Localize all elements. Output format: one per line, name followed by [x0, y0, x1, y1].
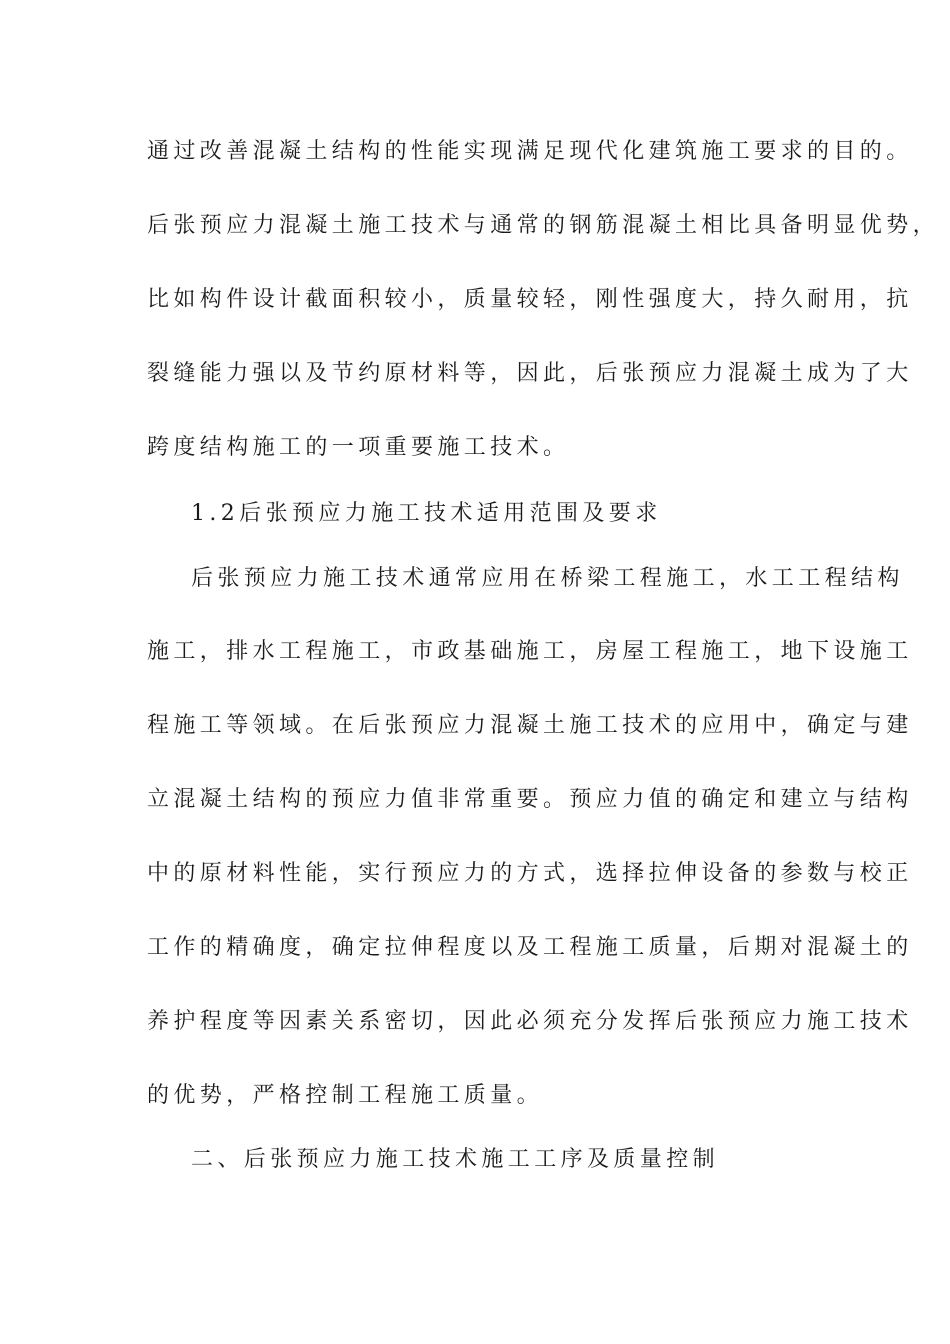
paragraph-line: 比如构件设计截面积较小，质量较轻，刚性强度大，持久耐用，抗	[147, 287, 913, 312]
paragraph-line: 养护程度等因素关系密切，因此必须充分发挥后张预应力施工技术	[147, 1009, 913, 1034]
paragraph-line: 工作的精确度，确定拉伸程度以及工程施工质量，后期对混凝土的	[147, 935, 913, 960]
paragraph-line: 后张预应力混凝土施工技术与通常的钢筋混凝土相比具备明显优势，	[147, 213, 940, 238]
paragraph-line: 施工，排水工程施工，市政基础施工，房屋工程施工，地下设施工	[147, 639, 913, 664]
paragraph-line: 中的原材料性能，实行预应力的方式，选择拉伸设备的参数与校正	[147, 861, 913, 886]
paragraph-line: 程施工等领域。在后张预应力混凝土施工技术的应用中，确定与建	[147, 713, 913, 738]
paragraph-line: 跨度结构施工的一项重要施工技术。	[147, 435, 570, 460]
paragraph-line: 后张预应力施工技术通常应用在桥梁工程施工，水工工程结构	[191, 566, 904, 591]
section-heading: 1.2后张预应力施工技术适用范围及要求	[191, 501, 662, 526]
section-heading: 二、后张预应力施工技术施工工序及质量控制	[191, 1147, 720, 1172]
paragraph-line: 的优势，严格控制工程施工质量。	[147, 1083, 544, 1108]
paragraph-line: 立混凝土结构的预应力值非常重要。预应力值的确定和建立与结构	[147, 787, 913, 812]
paragraph-line: 裂缝能力强以及节约原材料等，因此，后张预应力混凝土成为了大	[147, 361, 913, 386]
paragraph-line: 通过改善混凝土结构的性能实现满足现代化建筑施工要求的目的。	[147, 139, 913, 164]
